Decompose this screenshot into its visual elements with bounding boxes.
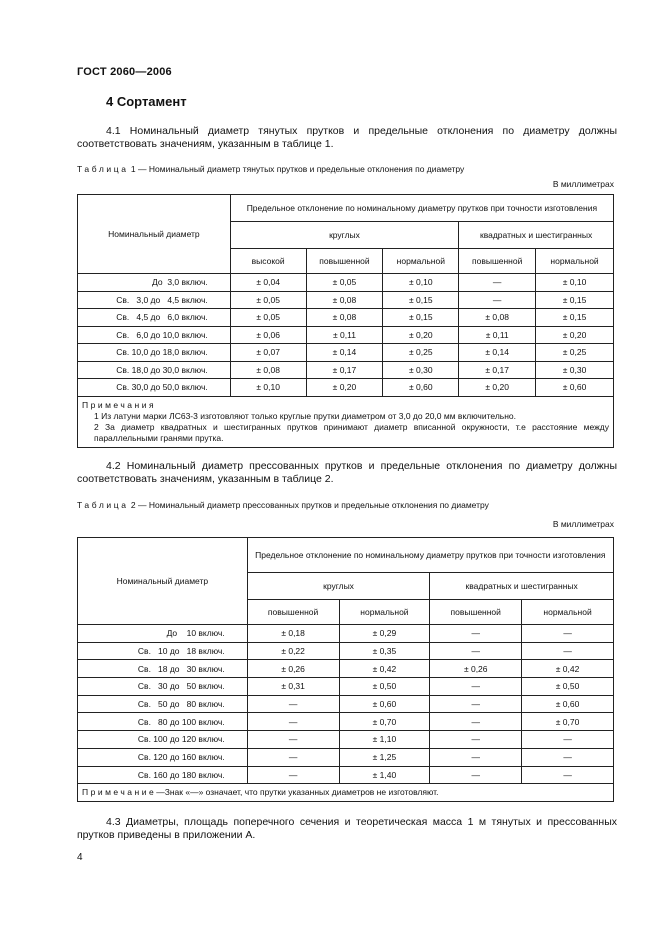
paragraph-4-1: 4.1 Номинальный диаметр тянутых прутков и предельные отклонения по диаметру должны соответствовать значениям, указанным в таблице 1.	[77, 125, 617, 150]
cell-deviation: ± 0,70	[522, 713, 614, 731]
th-raised-square: повышенной	[459, 249, 536, 274]
table-row	[78, 766, 614, 784]
cell-deviation: ± 0,42	[522, 660, 614, 678]
cell-deviation: ± 0,60	[536, 379, 614, 397]
cell-deviation: ± 0,05	[230, 309, 306, 327]
cell-deviation: —	[430, 766, 522, 784]
cell-deviation: ± 0,08	[306, 291, 383, 309]
table-row	[78, 326, 614, 344]
cell-deviation: ± 0,07	[230, 344, 306, 362]
cell-deviation: —	[430, 731, 522, 749]
cell-deviation: ± 0,70	[339, 713, 430, 731]
table-2	[77, 537, 614, 802]
th-round: круглых	[230, 222, 458, 249]
cell-deviation: ± 0,14	[306, 344, 383, 362]
table1-notes	[78, 396, 614, 447]
th-normal: нормальной	[339, 600, 430, 625]
cell-deviation: ± 0,15	[383, 291, 459, 309]
cell-deviation: ± 0,60	[522, 695, 614, 713]
table2-note: Примечание—Знак «—» означает, что прутки указанных диаметров не изготовляют.	[78, 784, 614, 802]
cell-deviation: ± 1,25	[339, 748, 430, 766]
cell-deviation: —	[459, 291, 536, 309]
cell-deviation: ± 0,26	[247, 660, 339, 678]
table-row	[78, 309, 614, 327]
cell-deviation: —	[430, 748, 522, 766]
paragraph-4-2: 4.2 Номинальный диаметр прессованных прутков и предельные отклонения по диаметру должны соответствовать значениям, указанным в таблице 2.	[77, 460, 617, 485]
note-2: 2 За диаметр квадратных и шестигранных прутков принимают диаметр вписанной окружности, т.е расстояние между параллельными гранями прутка.	[94, 421, 609, 443]
table-row	[78, 291, 614, 309]
cell-deviation: ± 0,17	[459, 361, 536, 379]
cell-deviation: —	[430, 678, 522, 696]
cell-deviation: ± 0,50	[339, 678, 430, 696]
cell-diameter: Св. 18,0 до 30,0 включ.	[78, 361, 231, 379]
cell-deviation: ± 0,06	[230, 326, 306, 344]
cell-deviation: ± 0,08	[230, 361, 306, 379]
cell-diameter: Св. 30,0 до 50,0 включ.	[78, 379, 231, 397]
cell-deviation: ± 0,25	[383, 344, 459, 362]
cell-deviation: ± 0,15	[383, 309, 459, 327]
cell-deviation: ± 0,11	[306, 326, 383, 344]
th-raised: повышенной	[247, 600, 339, 625]
cell-diameter: До 3,0 включ.	[78, 274, 231, 292]
cell-diameter: Св. 4,5 до 6,0 включ.	[78, 309, 231, 327]
table2-caption: Таблица 2 — Номинальный диаметр прессованных прутков и предельные отклонения по диаметру	[77, 500, 489, 510]
cell-deviation: ± 0,15	[536, 291, 614, 309]
table-1	[77, 194, 614, 448]
th-raised-square: повышенной	[430, 600, 522, 625]
cell-deviation: —	[430, 625, 522, 643]
cell-deviation: ± 0,04	[230, 274, 306, 292]
cell-deviation: ± 0,20	[536, 326, 614, 344]
cell-deviation: —	[459, 274, 536, 292]
cell-deviation: —	[430, 695, 522, 713]
cell-deviation: —	[247, 731, 339, 749]
table-row	[78, 361, 614, 379]
note-1: 1 Из латуни марки ЛС63-3 изготовляют только круглые прутки диаметром от 3,0 до 20,0 мм включительно.	[94, 410, 516, 421]
table-row	[78, 695, 614, 713]
cell-deviation: ± 0,14	[459, 344, 536, 362]
cell-deviation: —	[522, 748, 614, 766]
cell-deviation: ± 0,60	[339, 695, 430, 713]
cell-deviation: ± 0,10	[536, 274, 614, 292]
cell-deviation: —	[522, 766, 614, 784]
cell-deviation: ± 0,08	[306, 309, 383, 327]
cell-deviation: ± 0,11	[459, 326, 536, 344]
cell-deviation: ± 0,29	[339, 625, 430, 643]
cell-deviation: —	[522, 731, 614, 749]
section-title: 4 Сортамент	[106, 94, 187, 109]
table-row	[78, 731, 614, 749]
cell-deviation: ± 0,25	[536, 344, 614, 362]
th-raised: повышенной	[306, 249, 383, 274]
cell-deviation: ± 0,20	[306, 379, 383, 397]
table-row	[78, 625, 614, 643]
th-deviation: Предельное отклонение по номинальному диаметру прутков при точности изготовления	[247, 538, 613, 573]
th-square: квадратных и шестигранных	[459, 222, 614, 249]
cell-diameter: Св. 80 до 100 включ.	[78, 713, 248, 731]
cell-diameter: Св. 10 до 18 включ.	[78, 642, 248, 660]
cell-deviation: —	[247, 748, 339, 766]
cell-deviation: —	[430, 642, 522, 660]
cell-diameter: Св. 160 до 180 включ.	[78, 766, 248, 784]
cell-diameter: Св. 100 до 120 включ.	[78, 731, 248, 749]
cell-deviation: —	[522, 625, 614, 643]
cell-deviation: ± 0,10	[230, 379, 306, 397]
cell-diameter: Св. 18 до 30 включ.	[78, 660, 248, 678]
cell-deviation: ± 0,17	[306, 361, 383, 379]
cell-deviation: ± 1,40	[339, 766, 430, 784]
notes-title: Примечания	[82, 399, 157, 410]
cell-deviation: ± 0,30	[383, 361, 459, 379]
cell-deviation: ± 0,08	[459, 309, 536, 327]
th-deviation: Предельное отклонение по номинальному диаметру прутков при точности изготовления	[230, 195, 613, 222]
cell-deviation: —	[247, 766, 339, 784]
table-row	[78, 642, 614, 660]
table1-units: В миллиметрах	[552, 179, 614, 189]
table-row	[78, 379, 614, 397]
cell-diameter: До 10 включ.	[78, 625, 248, 643]
page-number: 4	[77, 852, 83, 863]
table-row	[78, 660, 614, 678]
cell-deviation: ± 0,26	[430, 660, 522, 678]
cell-diameter: Св. 10,0 до 18,0 включ.	[78, 344, 231, 362]
cell-deviation: —	[522, 642, 614, 660]
th-normal-square: нормальной	[536, 249, 614, 274]
table-row	[78, 344, 614, 362]
cell-diameter: Св. 50 до 80 включ.	[78, 695, 248, 713]
cell-deviation: ± 0,20	[383, 326, 459, 344]
cell-deviation: ± 0,35	[339, 642, 430, 660]
th-round: круглых	[247, 573, 430, 600]
table2-units: В миллиметрах	[552, 519, 614, 529]
cell-deviation: ± 0,05	[306, 274, 383, 292]
cell-diameter: Св. 6,0 до 10,0 включ.	[78, 326, 231, 344]
table-row	[78, 713, 614, 731]
cell-deviation: ± 1,10	[339, 731, 430, 749]
cell-deviation: ± 0,18	[247, 625, 339, 643]
th-nominal: Номинальный диаметр	[78, 195, 231, 274]
cell-deviation: ± 0,50	[522, 678, 614, 696]
th-square: квадратных и шестигранных	[430, 573, 614, 600]
cell-diameter: Св. 120 до 160 включ.	[78, 748, 248, 766]
table1-caption: Таблица 1 — Номинальный диаметр тянутых прутков и предельные отклонения по диаметру	[77, 164, 465, 174]
table-row	[78, 748, 614, 766]
th-nominal: Номинальный диаметр	[78, 538, 248, 625]
table-row	[78, 274, 614, 292]
th-high: высокой	[230, 249, 306, 274]
cell-deviation: ± 0,31	[247, 678, 339, 696]
cell-deviation: ± 0,60	[383, 379, 459, 397]
cell-deviation: —	[247, 695, 339, 713]
cell-deviation: ± 0,10	[383, 274, 459, 292]
th-normal: нормальной	[383, 249, 459, 274]
cell-deviation: —	[430, 713, 522, 731]
cell-deviation: ± 0,22	[247, 642, 339, 660]
cell-deviation: ± 0,42	[339, 660, 430, 678]
table-row	[78, 678, 614, 696]
cell-deviation: ± 0,05	[230, 291, 306, 309]
cell-deviation: ± 0,15	[536, 309, 614, 327]
cell-deviation: ± 0,20	[459, 379, 536, 397]
cell-diameter: Св. 3,0 до 4,5 включ.	[78, 291, 231, 309]
paragraph-4-3: 4.3 Диаметры, площадь поперечного сечения и теоретическая масса 1 м тянутых и прессованных прутков приведены в приложении А.	[77, 816, 617, 841]
cell-deviation: —	[247, 713, 339, 731]
cell-deviation: ± 0,30	[536, 361, 614, 379]
document-header: ГОСТ 2060—2006	[77, 66, 172, 78]
cell-diameter: Св. 30 до 50 включ.	[78, 678, 248, 696]
th-normal-square: нормальной	[522, 600, 614, 625]
